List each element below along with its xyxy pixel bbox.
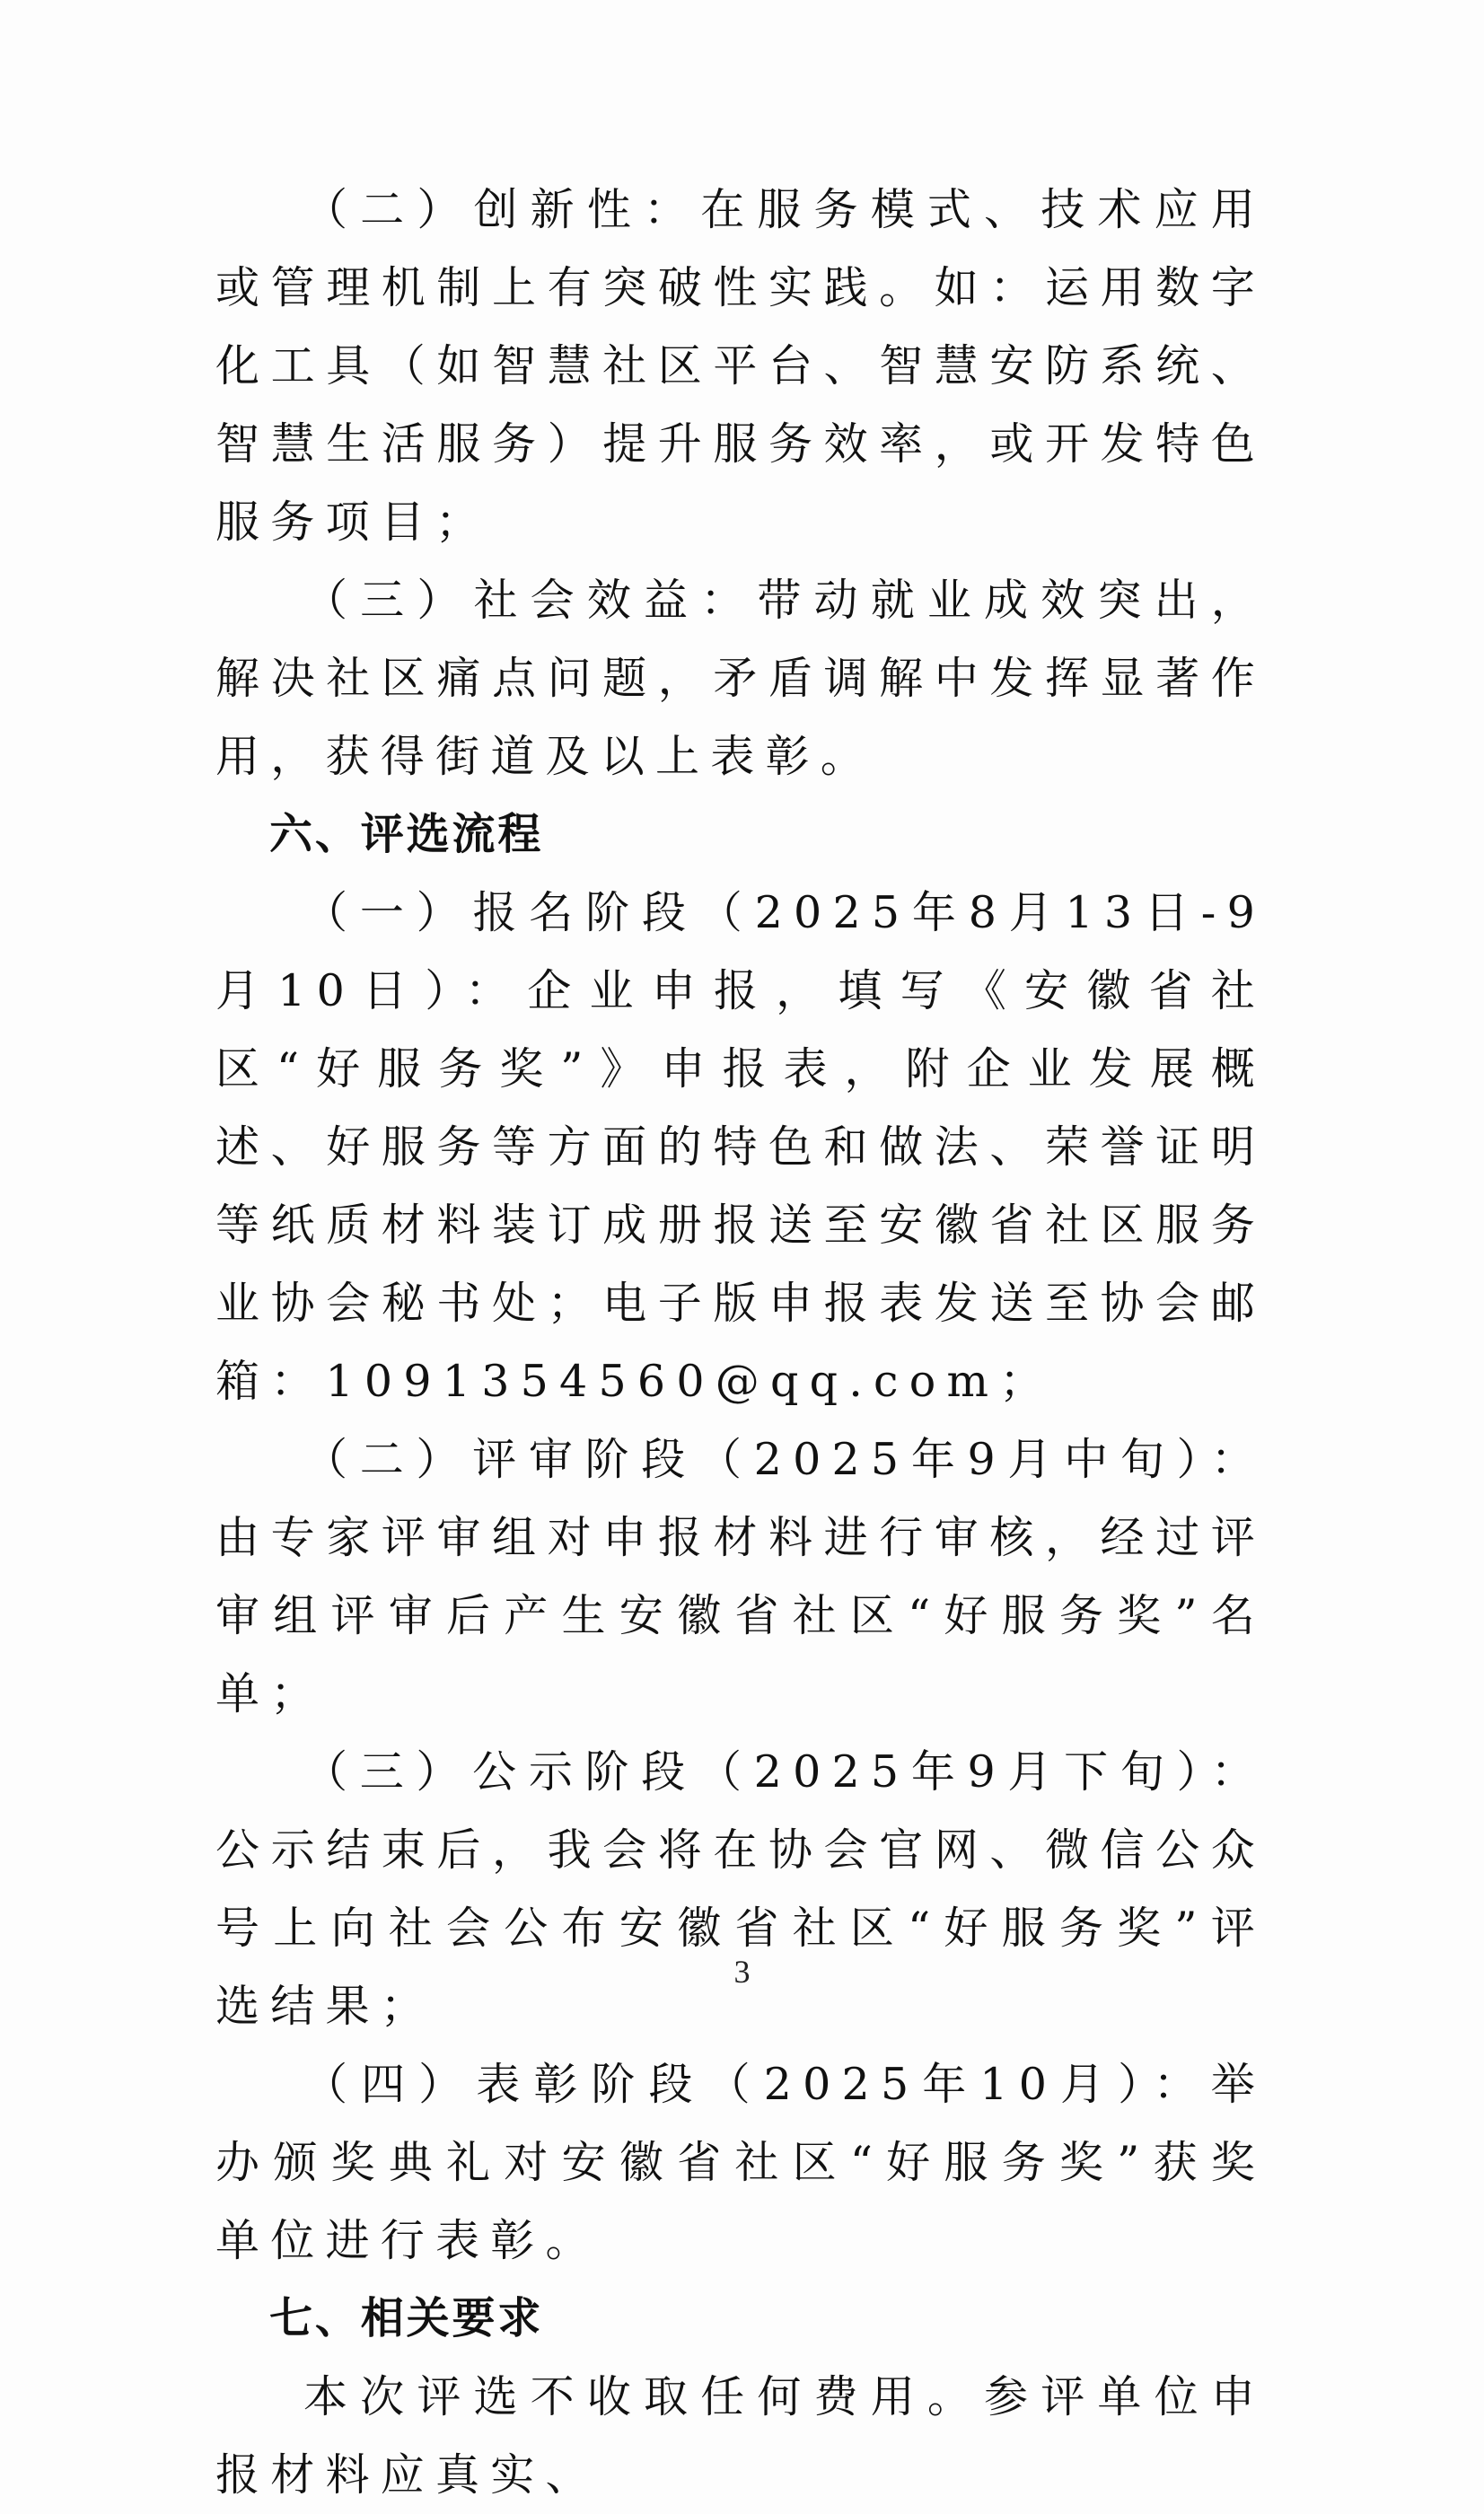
paragraph-review-stage: （二）评审阶段（2025年9月中旬）：由专家评审组对申报材料进行审核，经过评审组评审后产生安徽省社区“好服务奖”名单；: [215, 1434, 1266, 1719]
paragraph-registration-stage: （一）报名阶段（2025年8月13日-9月10日）：企业申报，填写《安徽省社区“好服务奖”》申报表，附企业发展概述、好服务等方面的特色和做法、荣誉证明等纸质材料装订成册报送至安徽省社区服务业协会秘书处；电子版申报表发送至协会邮箱：1091354560@qq.com；: [215, 887, 1266, 1407]
paragraph-commendation-stage: （四）表彰阶段（2025年10月）：举办颁奖典礼对安徽省社区“好服务奖”获奖单位进行表彰。: [215, 2059, 1266, 2266]
document-body: [215, 171, 1266, 2514]
page-number: 3: [733, 1954, 751, 1990]
paragraph-social-benefit: （三）社会效益：带动就业成效突出，解决社区痛点问题，矛盾调解中发挥显著作用，获得街道及以上表彰。: [215, 575, 1266, 782]
section-heading-selection-process: 六、评选流程: [269, 809, 544, 859]
section-heading-requirements: 七、相关要求: [269, 2293, 544, 2343]
paragraph-innovation: （二）创新性：在服务模式、技术应用或管理机制上有突破性实践。如：运用数字化工具（如智慧社区平台、智慧安防系统、智慧生活服务）提升服务效率，或开发特色服务项目；: [215, 184, 1266, 548]
paragraph-publicity-stage: （三）公示阶段（2025年9月下旬）：公示结束后，我会将在协会官网、微信公众号上向社会公布安徽省社区“好服务奖”评选结果；: [215, 1746, 1266, 2032]
paragraph-requirements: 本次评选不收取任何费用。参评单位申报材料应真实、: [215, 2371, 1266, 2501]
